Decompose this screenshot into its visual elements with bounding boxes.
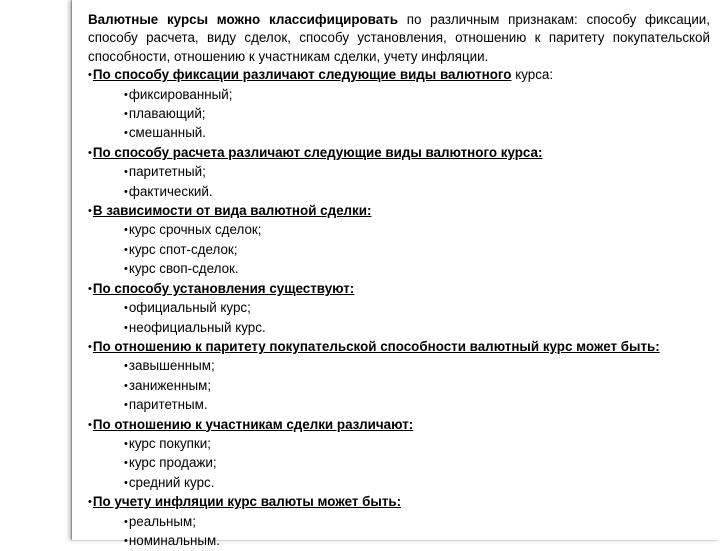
list-item-text: фактический. [128,183,213,199]
list-item [88,124,710,143]
list-item-text: курс спот-сделок; [128,241,238,257]
section-participants [88,416,710,494]
list-item [88,241,710,260]
list-item [88,260,710,279]
section-heading [88,493,710,512]
bullet-icon: • [88,418,92,431]
list-item-text: курс своп-сделок. [128,261,239,277]
list-item-text: паритетным. [128,397,208,413]
bullet-icon: • [88,69,92,82]
list-item [88,221,710,240]
section-heading-text: В зависимости от вида валютной сделки: [92,203,372,219]
list-item [88,105,710,124]
list-item [88,357,710,376]
bullet-icon: • [124,166,128,179]
bullet-icon: • [124,243,128,256]
section-heading [88,338,710,357]
bullet-icon: • [124,127,128,140]
slide-content [88,11,710,551]
list-item-text: средний курс. [128,474,215,490]
list-item-text: номинальным. [128,532,220,548]
section-heading-text: По учету инфляции курс валюты может быть: [92,494,402,510]
section-heading [88,144,710,163]
list-item [88,183,710,202]
section-heading-text: По отношению к паритету покупательской способности валютный курс может быть: [92,338,660,354]
list-item-text: завышенным; [128,358,215,374]
list-item [88,513,710,532]
bullet-icon: • [124,515,128,528]
bullet-icon: • [124,185,128,198]
list-item-text: курс покупки; [128,435,211,451]
bullet-icon: • [124,360,128,373]
list-item-text: паритетный; [128,164,206,180]
intro-bold-text: Валютные курсы можно классифицировать [88,12,398,27]
list-item [88,435,710,454]
section-establishment [88,280,710,338]
bullet-icon: • [124,88,128,101]
bullet-icon: • [124,437,128,450]
bullet-icon: • [88,282,92,295]
list-item [88,86,710,105]
section-heading-text: По отношению к участникам сделки различают: [92,416,414,432]
section-inflation [88,493,710,551]
section-heading [88,280,710,299]
slide [72,0,720,548]
bullet-icon: • [124,379,128,392]
section-heading [88,416,710,435]
bullet-icon: • [88,496,92,509]
section-heading-text: По способу установления существуют: [92,280,355,296]
section-fixation [88,66,710,144]
section-heading [88,202,710,221]
bullet-icon: • [124,457,128,470]
list-item-text: смешанный. [128,125,207,141]
list-item [88,532,710,551]
list-item-text: официальный курс; [128,300,251,316]
list-item-text: неофициальный курс. [128,319,266,335]
bullet-icon: • [88,146,92,159]
list-item [88,396,710,415]
list-item [88,163,710,182]
intro-text: по различным признакам: способу фиксации, способу расчета, виду сделок, способу установления, отношению к паритету покупательской способности, отношению к участникам сделки, учету инфляции. [88,12,710,64]
section-heading-text: По способу расчета различают следующие виды валютного курса: [92,144,543,160]
section-calculation [88,144,710,202]
list-item [88,299,710,318]
bullet-icon: • [124,224,128,237]
bullet-icon: • [88,340,92,353]
section-heading-tail: курса: [511,67,554,83]
bullet-icon: • [124,399,128,412]
bullet-icon: • [124,302,128,315]
section-heading-text: По способу фиксации различают следующие виды валютного [92,67,512,83]
list-item [88,319,710,338]
section-heading [88,66,710,85]
list-item-text: курс срочных сделок; [128,222,262,238]
bullet-icon: • [124,108,128,121]
list-item-text: заниженным; [128,377,212,393]
bullet-icon: • [124,476,128,489]
intro-paragraph [88,11,710,66]
bullet-icon: • [124,534,128,547]
bullet-icon: • [88,205,92,218]
list-item-text: реальным; [128,513,196,529]
bullet-icon: • [124,263,128,276]
bullet-icon: • [124,321,128,334]
list-item [88,474,710,493]
list-item-text: плавающий; [128,106,206,122]
section-deal-type [88,202,710,280]
section-ppp [88,338,710,416]
list-item-text: фиксированный; [128,86,233,102]
list-item [88,377,710,396]
list-item [88,454,710,473]
list-item-text: курс продажи; [128,455,217,471]
